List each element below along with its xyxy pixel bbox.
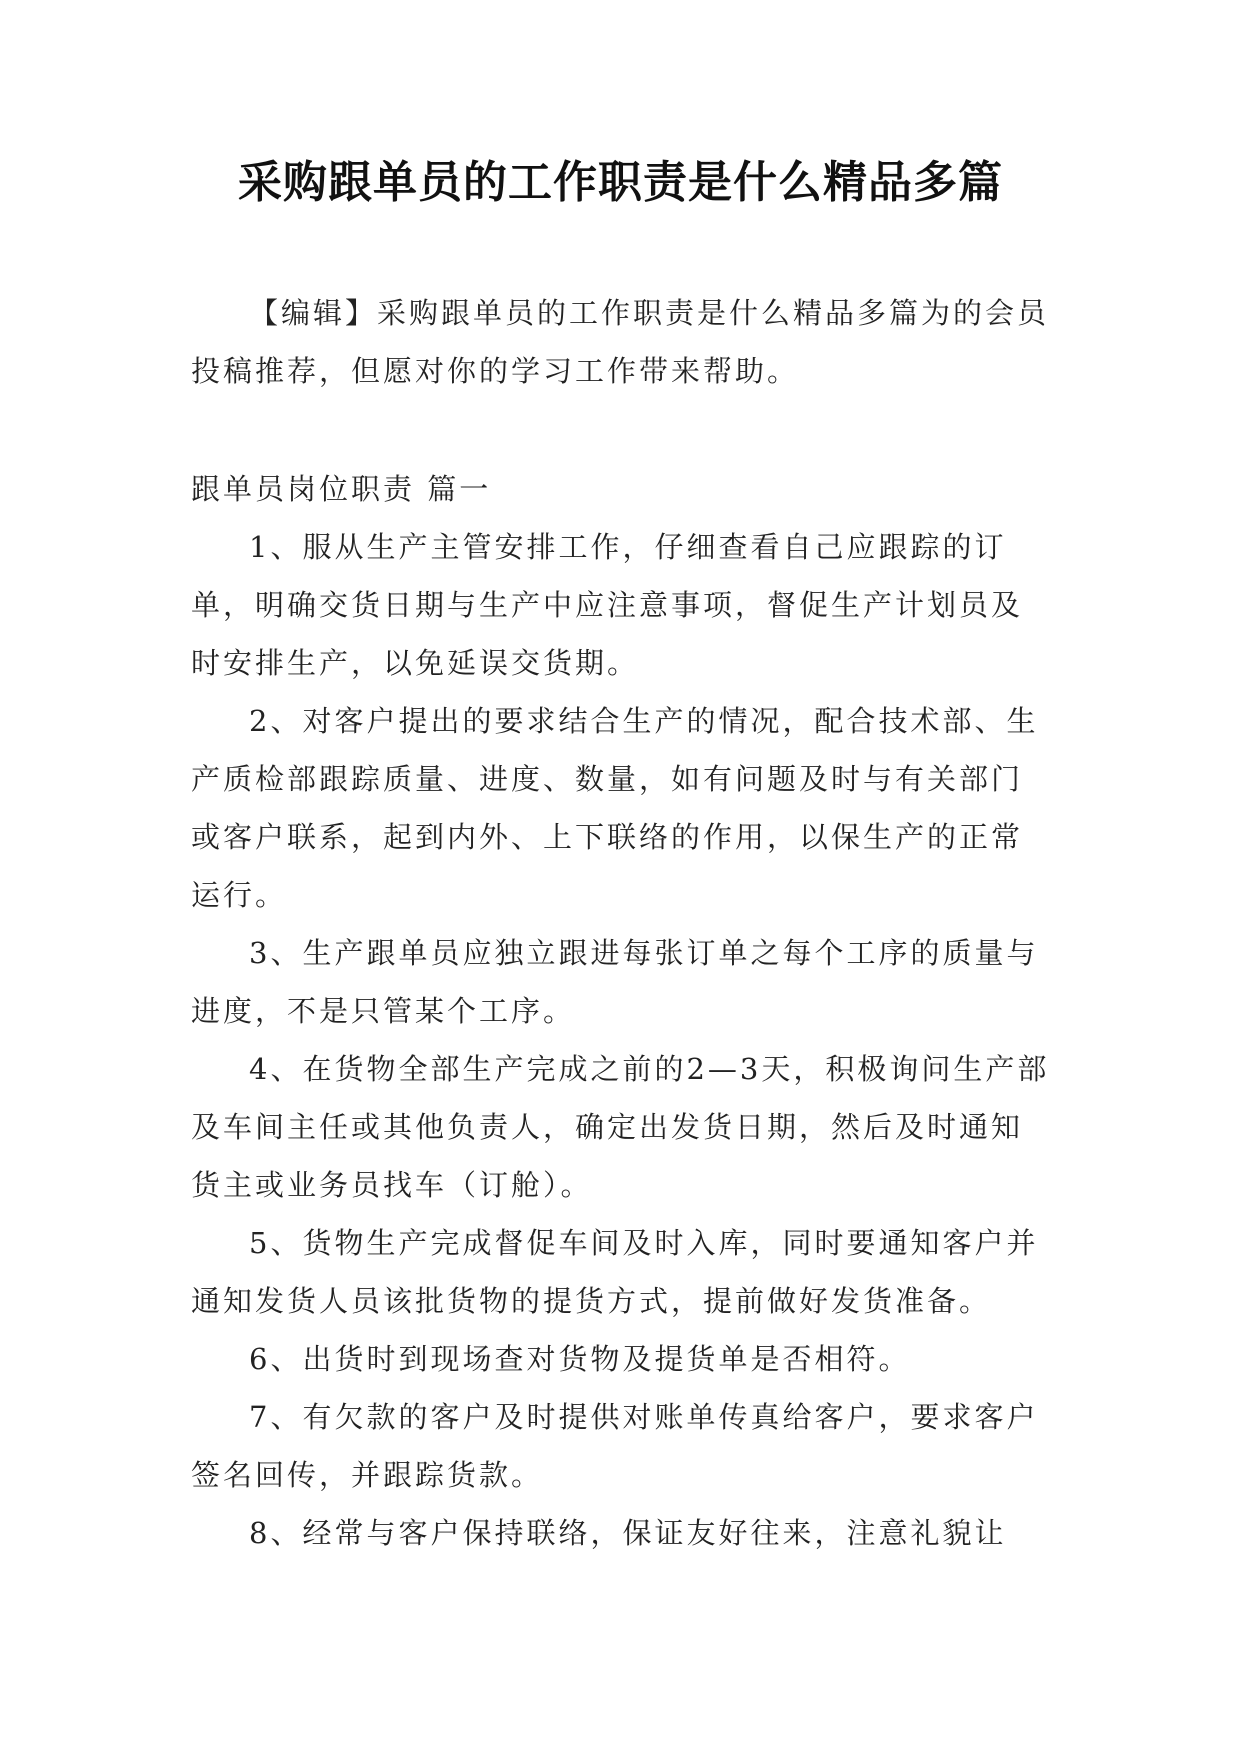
- document-title: 采购跟单员的工作职责是什么精品多篇: [238, 157, 1003, 208]
- duty-item-5: 5、货物生产完成督促车间及时入库，同时要通知客户并通知发货人员该批货物的提货方式，提前做好发货准备。: [191, 1226, 1039, 1318]
- duty-item-3: 3、生产跟单员应独立跟进每张订单之每个工序的质量与进度，不是只管某个工序。: [191, 936, 1039, 1028]
- duty-item-7: 7、有欠款的客户及时提供对账单传真给客户，要求客户签名回传，并跟踪货款。: [191, 1400, 1039, 1492]
- duty-item-4: 4、在货物全部生产完成之前的2—3天，积极询问生产部及车间主任或其他负责人，确定出发货日期，然后及时通知货主或业务员找车（订舱）。: [191, 1052, 1050, 1202]
- duty-item-8: 8、经常与客户保持联络，保证友好往来，注意礼貌让: [249, 1516, 1007, 1550]
- duty-item-1: 1、服从生产主管安排工作，仔细查看自己应跟踪的订单，明确交货日期与生产中应注意事项，督促生产计划员及时安排生产，以免延误交货期。: [191, 530, 1024, 680]
- duty-item-6: 6、出货时到现场查对货物及提货单是否相符。: [249, 1342, 911, 1376]
- section-heading: 跟单员岗位职责 篇一: [191, 472, 492, 506]
- duty-list: [191, 518, 1051, 1562]
- intro-paragraph: 【编辑】采购跟单员的工作职责是什么精品多篇为的会员投稿推荐，但愿对你的学习工作带来帮助。: [191, 296, 1050, 388]
- duty-item-2: 2、对客户提出的要求结合生产的情况，配合技术部、生产质检部跟踪质量、进度、数量，如有问题及时与有关部门或客户联系，起到内外、上下联络的作用，以保生产的正常运行。: [191, 704, 1039, 912]
